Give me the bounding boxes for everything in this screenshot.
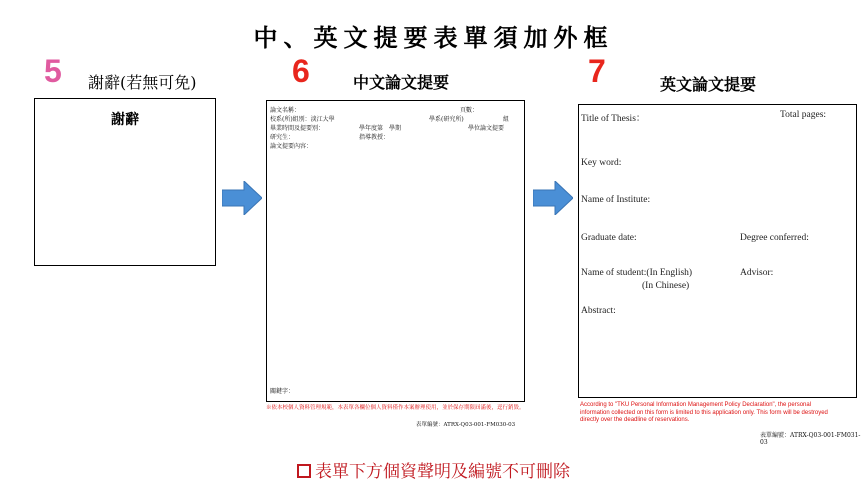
degree-abstract-label: 學位論文提要 xyxy=(468,125,505,132)
thesis-title-label: 論文名稱： xyxy=(270,107,301,114)
student-name-label: Name of student:(In English) xyxy=(581,268,693,278)
abstract-label: Abstract: xyxy=(581,306,616,316)
english-form-number: 表單編號：ATRX-Q03-001-FM031-03 xyxy=(760,432,861,446)
acknowledgement-heading: 謝辭(若無可免) xyxy=(88,73,197,92)
checkbox-square-icon xyxy=(297,464,311,478)
page-title: 中、英文提要表單須加外框 xyxy=(253,23,614,52)
chinese-abstract-form-preview xyxy=(266,100,525,402)
student-label: 研究生： xyxy=(270,134,295,141)
advisor-label: Advisor: xyxy=(740,268,774,278)
step-number-5: 5 xyxy=(44,53,62,89)
chinese-privacy-notice: ※依本校個人資料管理規範，本表單各欄位個人資料僅作本案辦理使用，並於保存期限屆滿後，逕行銷毀。 xyxy=(266,405,525,411)
english-privacy-notice: According to "TKU Personal Information Management Policy Declaration", the personal information collected on this form is limited to this application only. This form will be destroyed directly over the deadline of reservations. xyxy=(580,402,828,423)
right-arrow-icon xyxy=(222,181,262,215)
degree-conferred-label: Degree conferred: xyxy=(740,233,809,243)
acknowledgement-form-preview xyxy=(34,98,216,266)
student-name-chinese-label: (In Chinese) xyxy=(642,281,690,291)
institute-label: Name of Institute: xyxy=(581,195,651,205)
graduate-date-label: Graduate date: xyxy=(581,233,637,243)
english-abstract-heading: 英文論文提要 xyxy=(660,75,757,94)
school-label: 校系(所)組別：淡江大學 xyxy=(270,116,335,123)
bottom-note xyxy=(0,457,867,482)
bottom-note-text: 表單下方個資聲明及編號不可刪除 xyxy=(315,462,570,482)
acknowledgement-box-title: 謝辭 xyxy=(111,112,139,128)
english-abstract-form-preview xyxy=(578,104,857,398)
abstract-content-label: 論文提要內容： xyxy=(270,143,313,150)
chinese-abstract-heading: 中文論文提要 xyxy=(353,73,450,92)
thesis-title-label: Title of Thesis： xyxy=(581,114,646,124)
pages-label: 頁數： xyxy=(460,107,479,114)
keywords-label: 關鍵字： xyxy=(270,388,295,395)
keyword-label: Key word: xyxy=(581,158,622,168)
advisor-label: 指導教授： xyxy=(359,134,390,141)
group-label: 組 xyxy=(503,116,510,123)
chinese-form-number: 表單編號：ATRX-Q03-001-FM030-03 xyxy=(416,422,516,428)
academic-year-label: 學年度第 學期 xyxy=(359,125,402,132)
right-arrow-icon xyxy=(533,181,573,215)
department-label: 學系(研究所) xyxy=(429,116,464,123)
step-number-7: 7 xyxy=(588,53,606,89)
step-number-6: 6 xyxy=(292,53,310,89)
total-pages-label: Total pages: xyxy=(780,110,827,120)
graduation-time-label: 畢業時間及提要別： xyxy=(270,125,325,132)
